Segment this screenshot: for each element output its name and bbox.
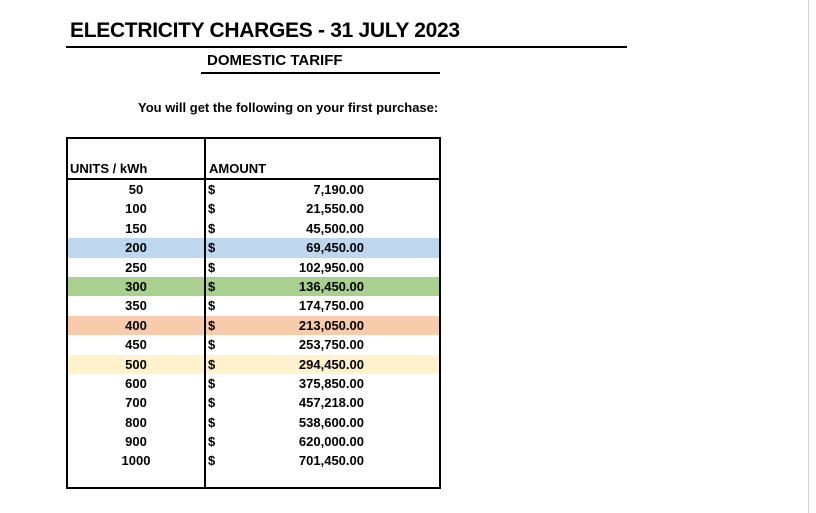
amount-cell: 213,050.00 [298, 317, 364, 333]
units-cell: 800 [125, 414, 147, 430]
units-cell: 700 [125, 395, 147, 411]
subtitle-underline [201, 72, 440, 74]
amount-cell: 174,750.00 [298, 298, 364, 314]
currency-symbol: $ [208, 298, 216, 314]
units-cell: 200 [125, 240, 147, 256]
document-subtitle: DOMESTIC TARIFF [207, 52, 343, 69]
currency-symbol: $ [208, 317, 216, 333]
table-body [68, 180, 439, 471]
amount-cell: 136,450.00 [298, 278, 364, 294]
amount-cell: 457,218.00 [298, 395, 364, 411]
units-cell: 300 [125, 278, 147, 294]
title-underline [66, 46, 627, 48]
units-cell: 450 [125, 337, 147, 353]
currency-symbol: $ [208, 240, 216, 256]
currency-symbol: $ [208, 414, 216, 430]
currency-symbol: $ [208, 278, 216, 294]
table-row [68, 180, 439, 199]
units-cell: 500 [125, 356, 147, 372]
units-cell: 150 [125, 220, 147, 236]
units-cell: 600 [125, 375, 147, 391]
table-row [68, 335, 439, 354]
table-row [68, 296, 439, 315]
amount-cell: 7,190.00 [313, 182, 364, 197]
column-divider [204, 139, 206, 487]
page-edge [808, 0, 809, 513]
amount-cell: 294,450.00 [298, 356, 364, 372]
currency-symbol: $ [208, 434, 216, 450]
amount-cell: 21,550.00 [306, 201, 364, 217]
amount-cell: 45,500.00 [306, 220, 364, 236]
intro-text: You will get the following on your first purchase: [138, 100, 439, 115]
table-row [68, 432, 439, 451]
units-cell: 100 [125, 201, 147, 217]
table-row [68, 258, 439, 277]
amount-cell: 253,750.00 [298, 337, 364, 353]
units-column-header: UNITS / kWh [70, 161, 148, 176]
table-row [68, 355, 439, 374]
amount-cell: 701,450.00 [298, 453, 364, 469]
table-row [68, 316, 439, 335]
amount-cell: 620,000.00 [298, 434, 364, 450]
table-row [68, 393, 439, 412]
tariff-table [66, 137, 441, 489]
header-divider [68, 178, 439, 180]
table-row [68, 451, 439, 470]
table-row [68, 413, 439, 432]
amount-cell: 375,850.00 [298, 375, 364, 391]
currency-symbol: $ [208, 356, 216, 372]
currency-symbol: $ [208, 395, 216, 411]
amount-cell: 69,450.00 [306, 240, 364, 256]
document-title: ELECTRICITY CHARGES - 31 JULY 2023 [70, 19, 460, 42]
amount-cell: 102,950.00 [298, 259, 364, 275]
currency-symbol: $ [208, 337, 216, 353]
units-cell: 250 [125, 259, 147, 275]
units-cell: 1000 [121, 453, 151, 469]
currency-symbol: $ [208, 201, 216, 217]
currency-symbol: $ [208, 259, 216, 275]
amount-cell: 538,600.00 [298, 414, 364, 430]
units-cell: 400 [125, 317, 147, 333]
currency-symbol: $ [208, 453, 216, 469]
table-row [68, 219, 439, 238]
amount-column-header: AMOUNT [209, 161, 267, 176]
currency-symbol: $ [208, 375, 216, 391]
table-row [68, 199, 439, 218]
units-cell: 50 [128, 182, 144, 197]
table-row [68, 277, 439, 296]
currency-symbol: $ [208, 182, 216, 197]
currency-symbol: $ [208, 220, 216, 236]
units-cell: 900 [125, 434, 147, 450]
table-row [68, 238, 439, 257]
units-cell: 350 [125, 298, 147, 314]
table-row [68, 374, 439, 393]
